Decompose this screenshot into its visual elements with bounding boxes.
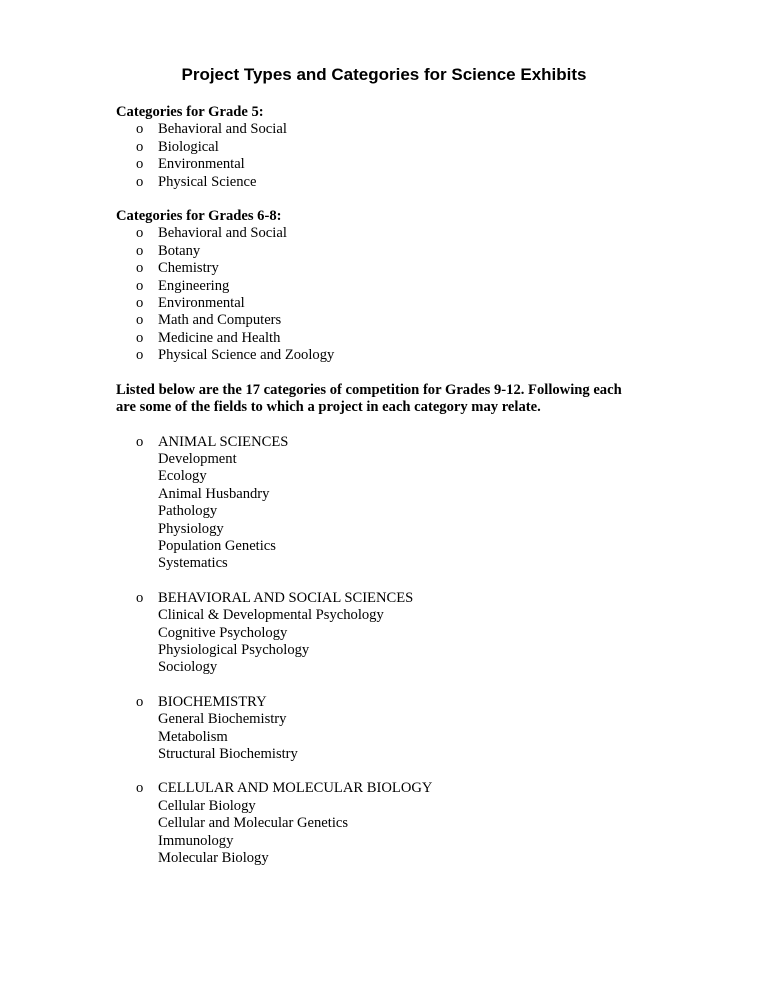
category-field: Physiological Psychology	[158, 641, 310, 658]
bullet-icon: o	[136, 121, 144, 138]
category-block	[116, 694, 676, 764]
category-block	[116, 780, 676, 867]
bullet-icon: o	[136, 780, 144, 797]
list-item: o Behavioral and Social	[136, 121, 287, 138]
category-field: Ecology	[158, 468, 207, 485]
category-name: CELLULAR AND MOLECULAR BIOLOGY	[158, 780, 433, 797]
category-field: Molecular Biology	[158, 850, 269, 867]
category-field: Structural Biochemistry	[158, 746, 298, 762]
category-field: Systematics	[158, 555, 228, 572]
list-item: o Environmental	[136, 295, 245, 312]
bullet-icon: o	[136, 693, 144, 710]
bullet-icon: o	[136, 260, 144, 277]
category-field: Clinical & Developmental Psychology	[158, 607, 384, 624]
category-block	[116, 434, 676, 573]
category-name: ANIMAL SCIENCES	[158, 433, 289, 450]
category-field: Cognitive Psychology	[158, 624, 288, 641]
grade6-8-heading: Categories for Grades 6-8:	[116, 208, 282, 225]
list-item: o Medicine and Health	[136, 329, 281, 346]
category-name: BIOCHEMISTRY	[158, 693, 267, 710]
category-field: Metabolism	[158, 728, 228, 745]
grade5-heading: Categories for Grade 5:	[116, 104, 264, 120]
grade6-8-list	[116, 225, 676, 364]
category-block	[116, 590, 676, 677]
bullet-icon: o	[136, 312, 144, 329]
bullet-icon: o	[136, 433, 144, 450]
bullet-icon: o	[136, 277, 144, 294]
category-field: Cellular and Molecular Genetics	[158, 815, 349, 832]
bullet-icon: o	[136, 173, 144, 190]
bullet-icon: o	[136, 589, 144, 606]
intro-line-1: Listed below are the 17 categories of competition for Grades 9-12. Following each	[116, 381, 622, 398]
category-field: General Biochemistry	[158, 711, 287, 728]
category-field: Physiology	[158, 520, 224, 537]
page-title: Project Types and Categories for Science Exhibits	[181, 65, 587, 84]
category-name: BEHAVIORAL AND SOCIAL SCIENCES	[158, 589, 414, 606]
category-field: Sociology	[158, 659, 218, 676]
bullet-icon: o	[136, 138, 144, 155]
bullet-icon: o	[136, 242, 144, 259]
list-item: o Botany	[136, 242, 201, 259]
bullet-icon: o	[136, 329, 144, 346]
list-item: o Chemistry	[136, 260, 219, 277]
list-item: o Engineering	[136, 277, 230, 294]
intro-paragraph	[116, 382, 676, 417]
list-item: o Math and Computers	[136, 312, 282, 329]
category-field: Immunology	[158, 832, 234, 849]
category-field: Cellular Biology	[158, 797, 256, 814]
bullet-icon: o	[136, 347, 144, 364]
intro-line-2: are some of the fields to which a project in each category may relate.	[116, 399, 541, 416]
bullet-icon: o	[136, 295, 144, 312]
category-field: Population Genetics	[158, 537, 276, 554]
list-item: o Behavioral and Social	[136, 225, 287, 242]
list-item: o Physical Science	[136, 173, 257, 190]
list-item: o Physical Science and Zoology	[136, 347, 335, 364]
category-field: Development	[158, 450, 237, 467]
document-body	[116, 104, 676, 867]
list-item: o Biological	[136, 138, 219, 155]
bullet-icon: o	[136, 225, 144, 242]
bullet-icon: o	[136, 156, 144, 173]
list-item: o Environmental	[136, 156, 245, 173]
category-field: Pathology	[158, 503, 218, 520]
category-field: Animal Husbandry	[158, 485, 270, 502]
grade5-list	[116, 121, 676, 191]
